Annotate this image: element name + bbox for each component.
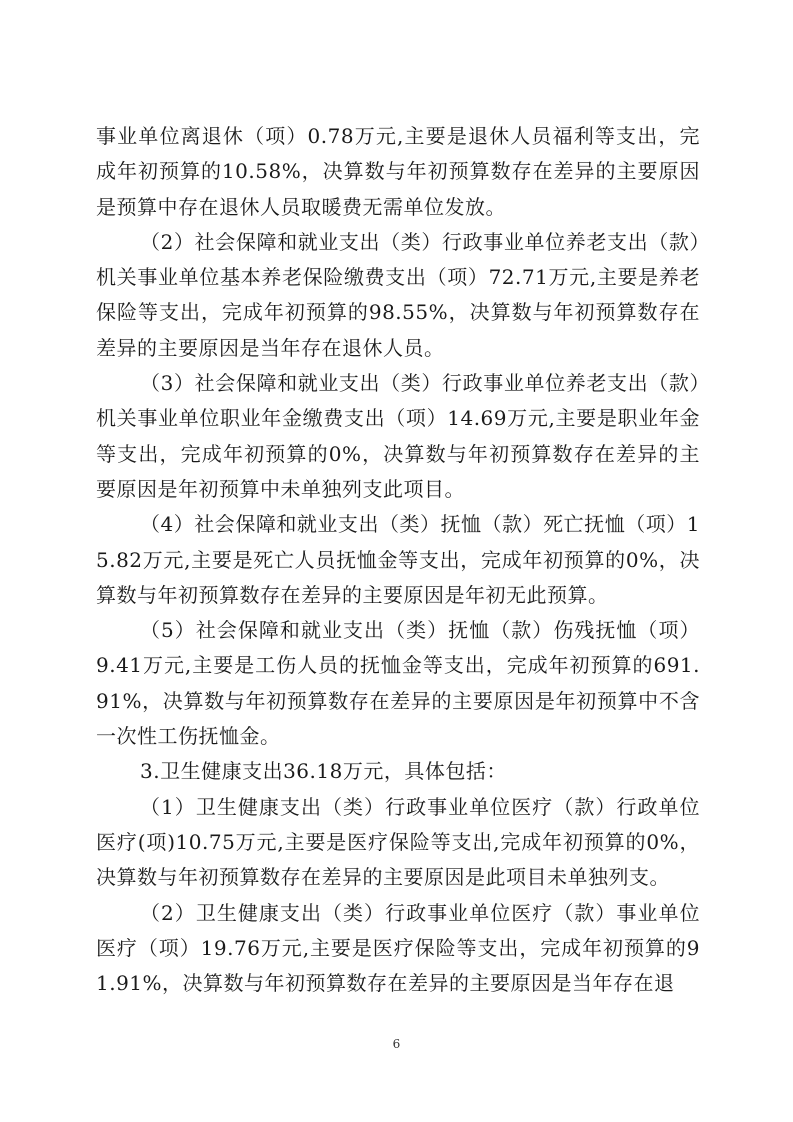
paragraph-admin-medical: （1）卫生健康支出（类）行政事业单位医疗（款）行政单位医疗(项)10.75万元,主要是医疗保险等支出,完成年初预算的0%，决算数与年初预算数存在差异的主要原因是此项目未单独列支。 [96, 794, 700, 890]
paragraph-disability-pension: （5）社会保障和就业支出（类）抚恤（款）伤残抚恤（项）9.41万元,主要是工伤人员的抚恤金等支出，完成年初预算的691.91%，决算数与年初预算数存在差异的主要原因是年初预算中不含一次性工伤抚恤金。 [96, 618, 700, 749]
paragraph-health-heading: 3.卫生健康支出36.18万元，具体包括： [140, 759, 507, 784]
paragraph-institution-medical: （2）卫生健康支出（类）行政事业单位医疗（款）事业单位医疗（项）19.76万元,主要是医疗保险等支出，完成年初预算的91.91%，决算数与年初预算数存在差异的主要原因是当年存在退 [96, 900, 700, 996]
body-text [96, 119, 700, 1001]
paragraph-basic-pension: （2）社会保障和就业支出（类）行政事业单位养老支出（款）机关事业单位基本养老保险缴费支出（项）72.71万元,主要是养老保险等支出，完成年初预算的98.55%，决算数与年初预算数存在差异的主要原因是当年存在退休人员。 [96, 229, 700, 360]
paragraph-death-pension: （4）社会保障和就业支出（类）抚恤（款）死亡抚恤（项）15.82万元,主要是死亡人员抚恤金等支出，完成年初预算的0%，决算数与年初预算数存在差异的主要原因是年初无此预算。 [96, 512, 700, 607]
paragraph-continuation-retiree: 事业单位离退休（项）0.78万元,主要是退休人员福利等支出，完成年初预算的10.58%，决算数与年初预算数存在差异的主要原因是预算中存在退休人员取暖费无需单位发放。 [96, 124, 700, 219]
page-number: 6 [392, 1037, 401, 1051]
paragraph-occupational-annuity: （3）社会保障和就业支出（类）行政事业单位养老支出（款）机关事业单位职业年金缴费支出（项）14.69万元,主要是职业年金等支出，完成年初预算的0%，决算数与年初预算数存在差异的主要原因是年初预算中未单独列支此项目。 [96, 371, 700, 501]
